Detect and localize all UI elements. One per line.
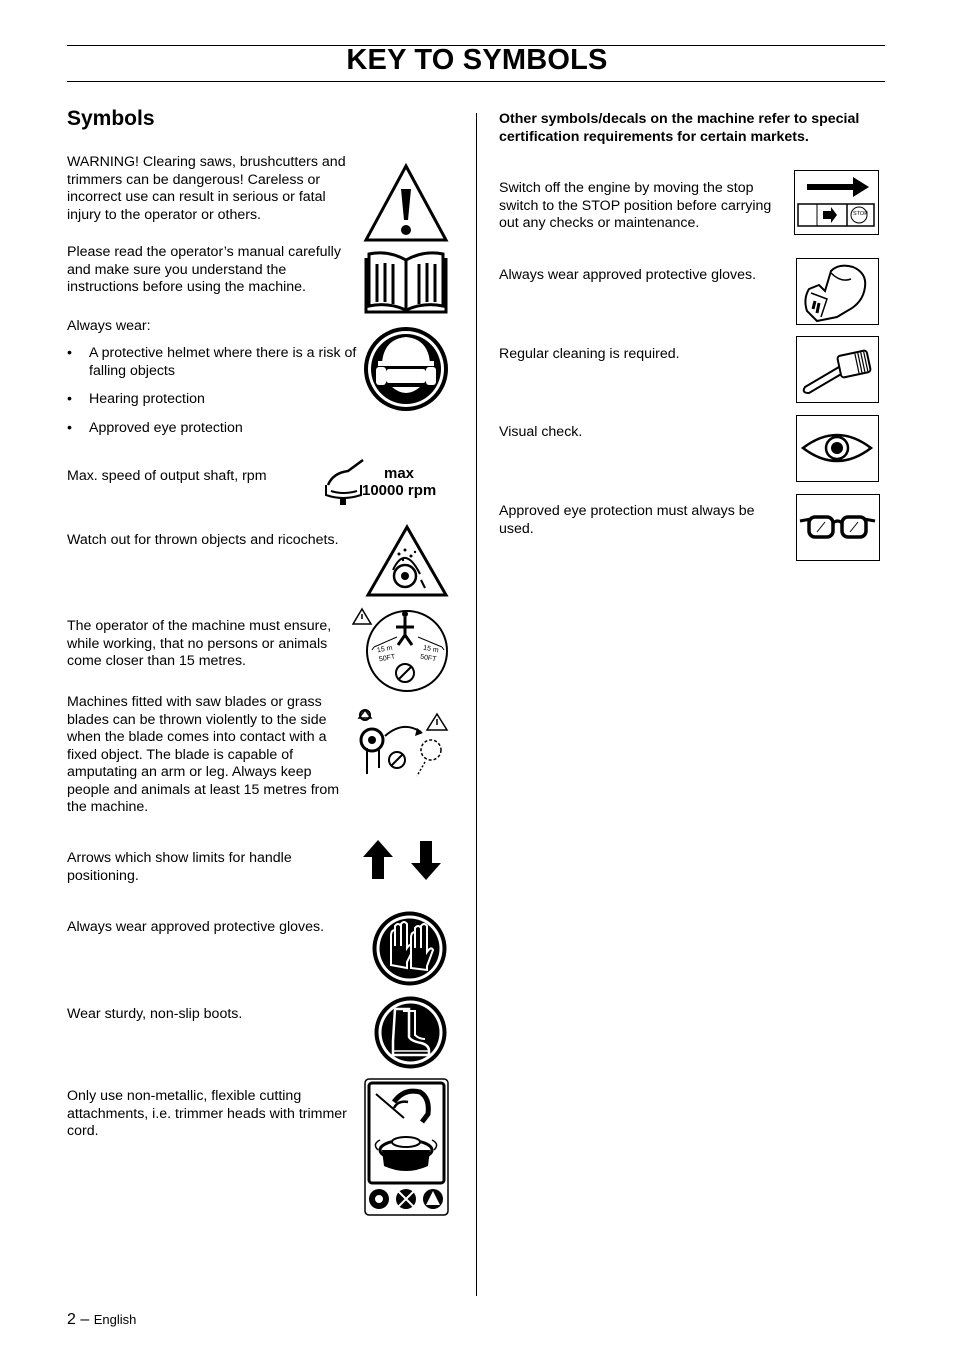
trimmer-head-decal-icon bbox=[364, 1078, 449, 1216]
title-underline bbox=[67, 81, 885, 82]
page-title: KEY TO SYMBOLS bbox=[346, 44, 608, 76]
thrown-objects-text: Watch out for thrown objects and ricochets. bbox=[67, 532, 339, 548]
helmet-visor-earmuffs-icon bbox=[362, 325, 450, 413]
max-label: max bbox=[384, 465, 415, 482]
wear-item-eye: • Approved eye protection bbox=[67, 419, 243, 436]
blade-thrust-icon bbox=[355, 708, 450, 778]
gloves-icon bbox=[371, 910, 448, 987]
wear-list bbox=[67, 345, 357, 448]
warning-text: WARNING! Clearing saws, brushcutters and trimmers can be dangerous! Careless or incorrect use can result in serious or fatal injury to the operator or others. bbox=[67, 154, 346, 223]
always-wear-text: Always wear: bbox=[67, 318, 151, 334]
manual-text: Please read the operator’s manual carefully and make sure you understand the instructions before using the machine. bbox=[67, 244, 341, 295]
distance-label-left-m: 15 m bbox=[376, 644, 394, 655]
column-divider bbox=[476, 113, 477, 1296]
non-metallic-text: Only use non-metallic, flexible cutting attachments, i.e. trimmer heads with trimmer cord. bbox=[67, 1088, 347, 1139]
section-title: Symbols bbox=[67, 107, 155, 130]
wear-item-hearing: • Hearing protection bbox=[67, 391, 205, 407]
cleaning-text: Regular cleaning is required. bbox=[499, 346, 680, 362]
safety-distance-text: The operator of the machine must ensure, while working, that no persons or animals come closer than 15 metres. bbox=[67, 618, 332, 669]
right-gloves-text: Always wear approved protective gloves. bbox=[499, 267, 757, 283]
footer-language: English bbox=[93, 1312, 137, 1327]
gloves-text: Always wear approved protective gloves. bbox=[67, 919, 325, 935]
manual-book-icon bbox=[363, 250, 449, 316]
boots-text: Wear sturdy, non-slip boots. bbox=[67, 1006, 243, 1022]
visual-check-eye-icon bbox=[796, 415, 879, 482]
distance-label-left-ft: 50FT bbox=[378, 653, 396, 664]
stop-label: STOP bbox=[853, 211, 868, 217]
certification-intro-text: Other symbols/decals on the machine refer to special certification requirements for certain markets. bbox=[499, 111, 860, 145]
warning-triangle-icon bbox=[363, 163, 449, 243]
eye-protection-text: Approved eye protection must always be used. bbox=[499, 503, 755, 537]
rpm-label: 10000 rpm bbox=[362, 482, 437, 499]
eye-protection-glasses-icon bbox=[796, 494, 880, 561]
handle-limit-arrows-icon bbox=[361, 839, 449, 881]
stop-switch-text: Switch off the engine by moving the stop switch to the STOP position before carrying out any checks or maintenance. bbox=[499, 180, 772, 231]
page-footer bbox=[67, 1311, 136, 1329]
blade-thrust-text: Machines fitted with saw blades or grass blades can be thrown violently to the side when the blade comes into contact with a fixed object. The blade is capable of amputating an arm or leg. Always keep people and animals at least 15 metres from the machine. bbox=[67, 694, 340, 815]
cleaning-brush-icon bbox=[796, 336, 879, 403]
thrown-objects-icon bbox=[365, 524, 449, 598]
max-speed-text: Max. speed of output shaft, rpm bbox=[67, 468, 267, 484]
wear-item-helmet: • A protective helmet where there is a risk of falling objects bbox=[67, 345, 357, 379]
max-rpm-icon bbox=[323, 455, 368, 507]
visual-check-text: Visual check. bbox=[499, 424, 583, 440]
right-gloves-icon bbox=[796, 258, 879, 325]
distance-label-right-m: 15 m bbox=[422, 644, 440, 655]
distance-label-right-ft: 50FT bbox=[419, 653, 437, 664]
boots-icon bbox=[373, 995, 448, 1070]
handle-arrows-text: Arrows which show limits for handle positioning. bbox=[67, 850, 292, 884]
page-number: 2 – bbox=[67, 1311, 90, 1328]
stop-switch-icon bbox=[794, 170, 879, 235]
